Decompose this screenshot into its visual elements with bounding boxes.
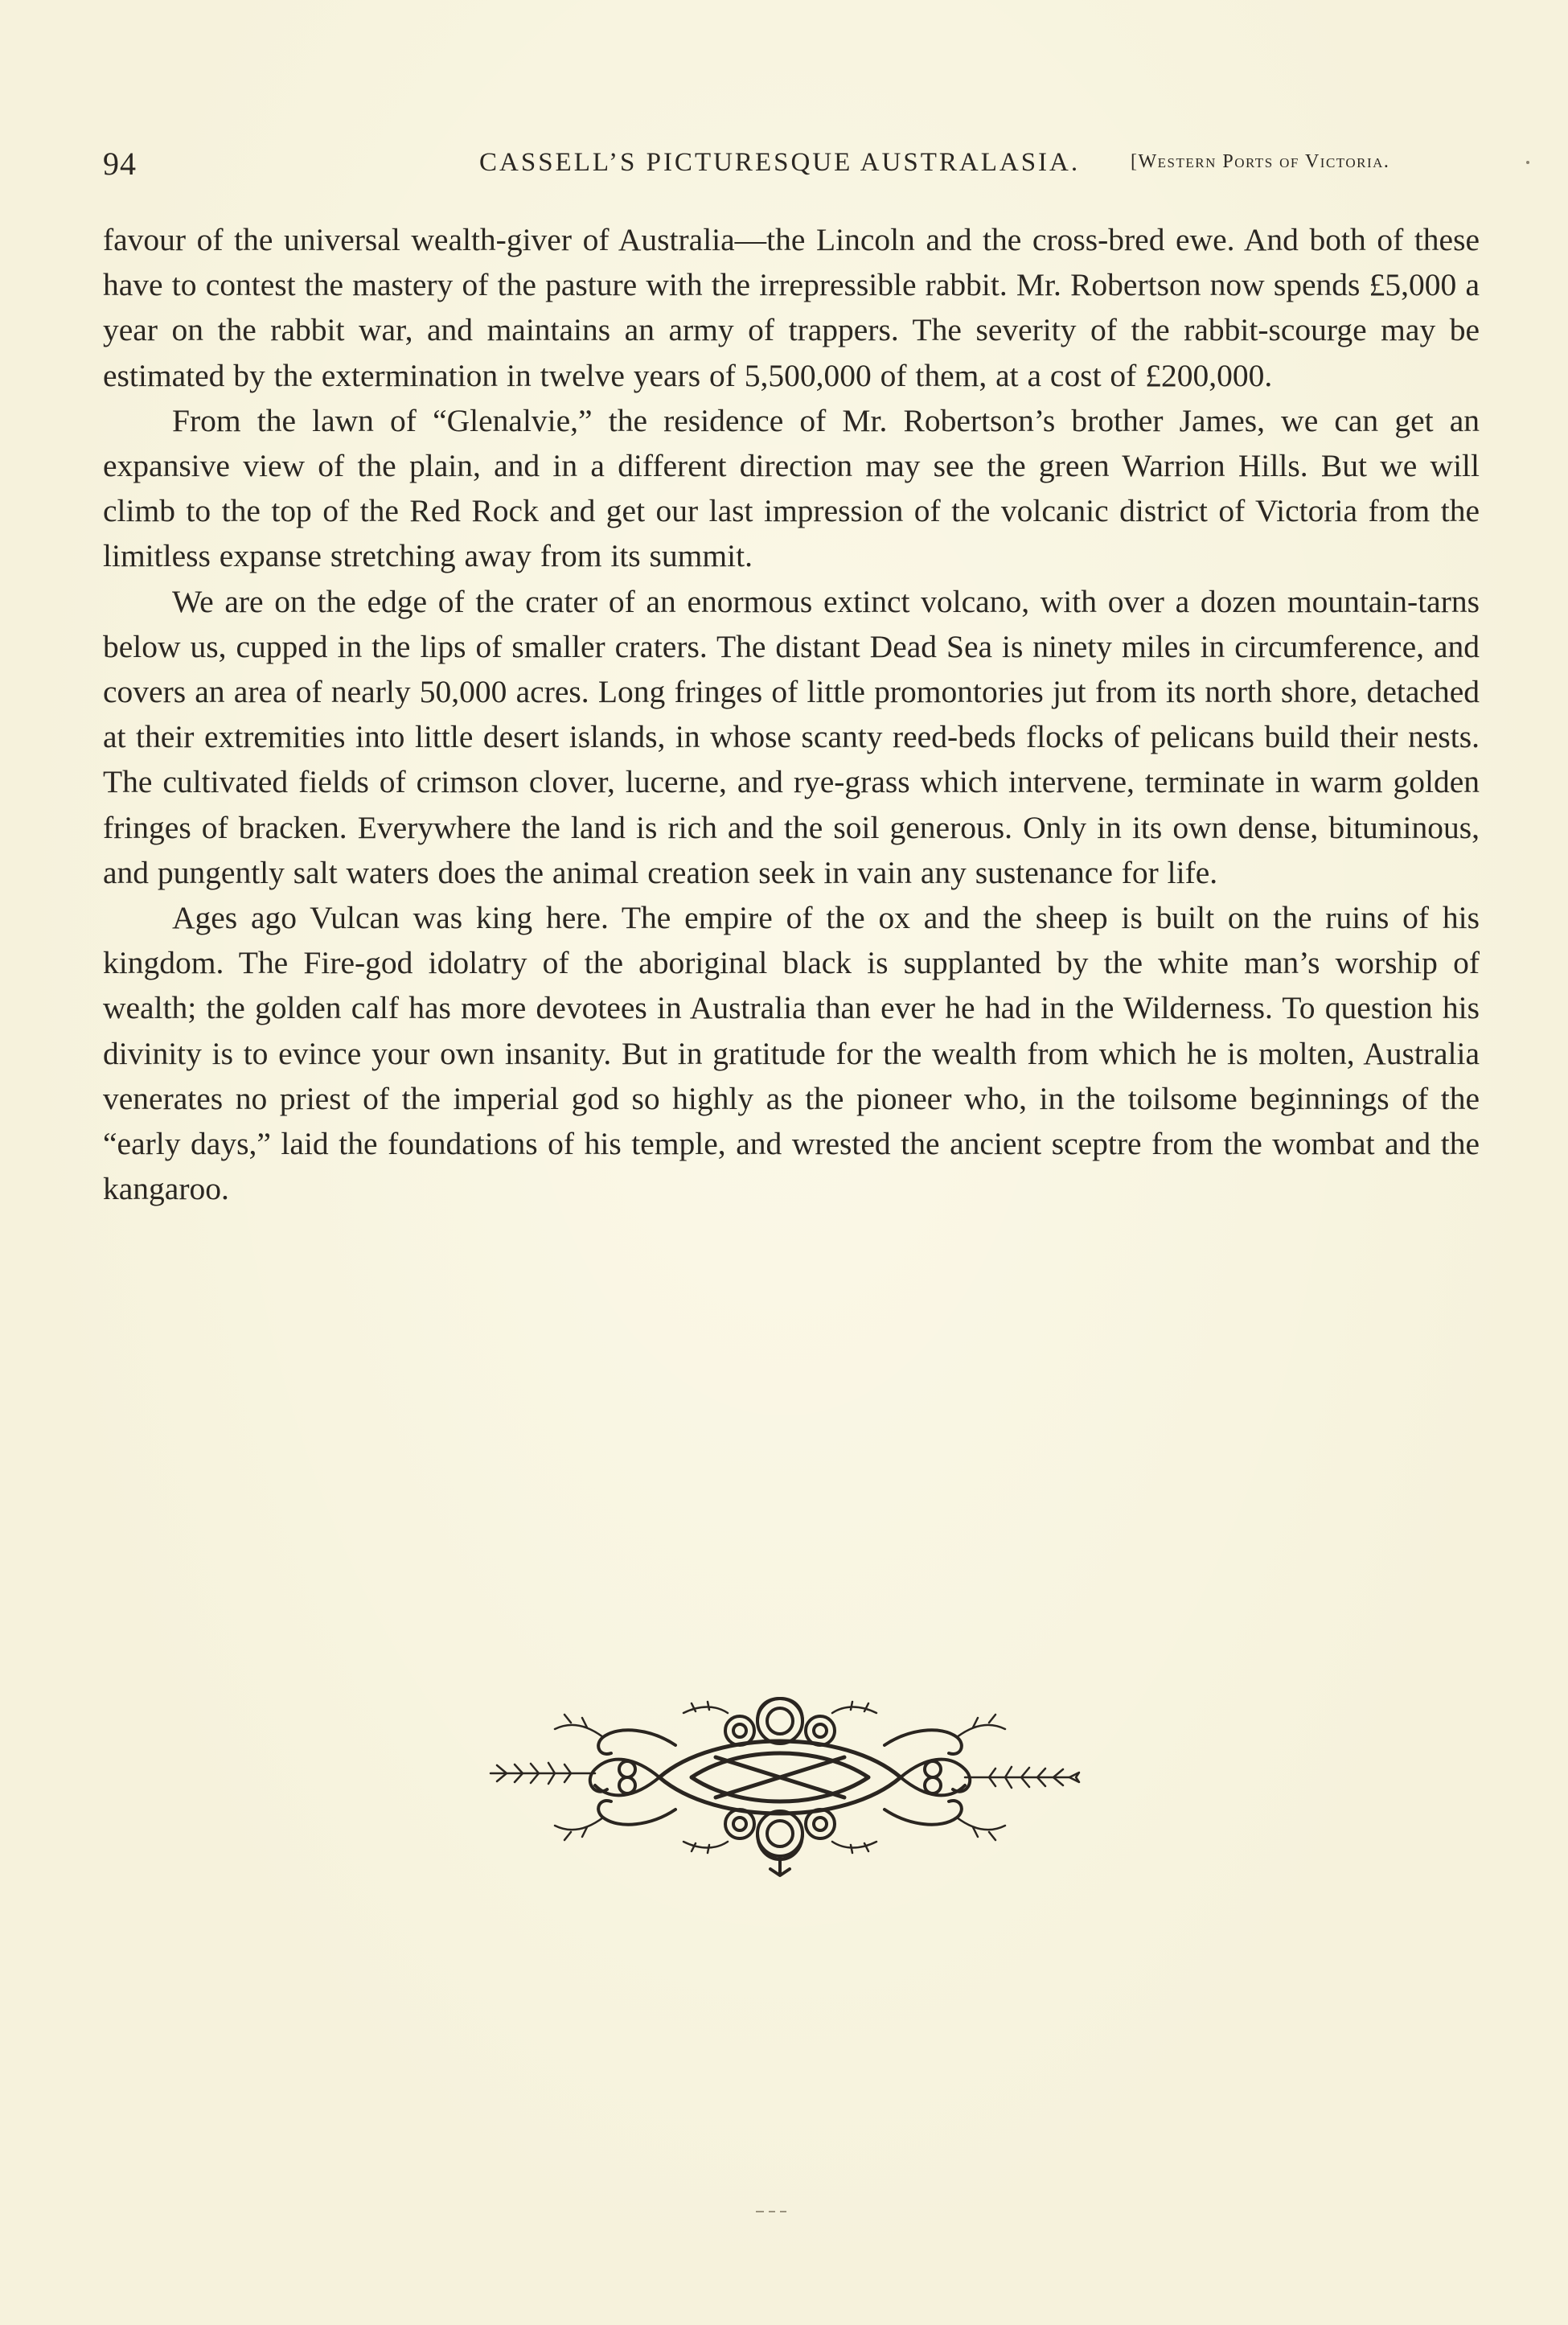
page-number: 94 — [103, 146, 137, 182]
paragraph-continued: favour of the universal wealth-giver of Australia—the Lincoln and the cross-bred ewe. And both of these have to contest the mastery of the pasture with the irrepressible rabbit. Mr. Robertson now spends £5,000 a year on the rabbit war, and maintains an army of trappers. The severity of the rabbit-scourge may be estimated by the extermination in twelve years of 5,500,000 of them, at a cost of £200,000. — [103, 222, 1480, 393]
running-head — [103, 145, 1480, 193]
stray-dot — [1526, 161, 1529, 164]
paragraph-vulcan: Ages ago Vulcan was king here. The empire of the ox and the sheep is built on the ruins of his kingdom. The Fire-god idolatry of the aboriginal black is supplanted by the white man’s worship of wealth; the golden calf has more devotees in Australia than ever he had in the Wilderness. To question his divinity is to evince your own insanity. But in gratitude for the wealth from which he is molten, Australia venerates no priest of the imperial god so highly as the pioneer who, in the toilsome beginnings of the “early days,” laid the foundations of his temple, and wrested the ancient sceptre from the wombat and the kangaroo. — [103, 900, 1480, 1207]
scrollwork-tailpiece-icon — [474, 1681, 1086, 1882]
paragraph-glenalvie: From the lawn of “Glenalvie,” the residence of Mr. Robertson’s brother James, we can get an expansive view of the plain, and in a different direction may see the green Warrion Hills. But we will climb to the top of the Red Rock and get our last impression of the volcanic district of Victoria from the limitless expanse stretching away from its summit. — [103, 402, 1480, 574]
book-title: CASSELL’S PICTURESQUE AUSTRALASIA. — [479, 148, 1081, 177]
paragraph-crater: We are on the edge of the crater of an enormous extinct volcano, with over a dozen mountain-tarns below us, cupped in the lips of smaller craters. The distant Dead Sea is ninety miles in circumference, and covers an area of nearly 50,000 acres. Long fringes of little promontories jut from its north shore, detached at their extremities into little desert islands, in whose scanty reed-beds flocks of pelicans build their nests. The cultivated fields of crimson clover, lucerne, and rye-grass which intervene, terminate in warm golden fringes of bracken. Everywhere the land is rich and the soil generous. Only in its own dense, bituminous, and pungently salt waters does the animal creation seek in vain any sustenance for life. — [103, 583, 1480, 890]
paper-specks — [756, 2210, 788, 2213]
section-title: [Western Ports of Victoria. — [1131, 151, 1390, 172]
body-text — [103, 217, 1480, 1211]
